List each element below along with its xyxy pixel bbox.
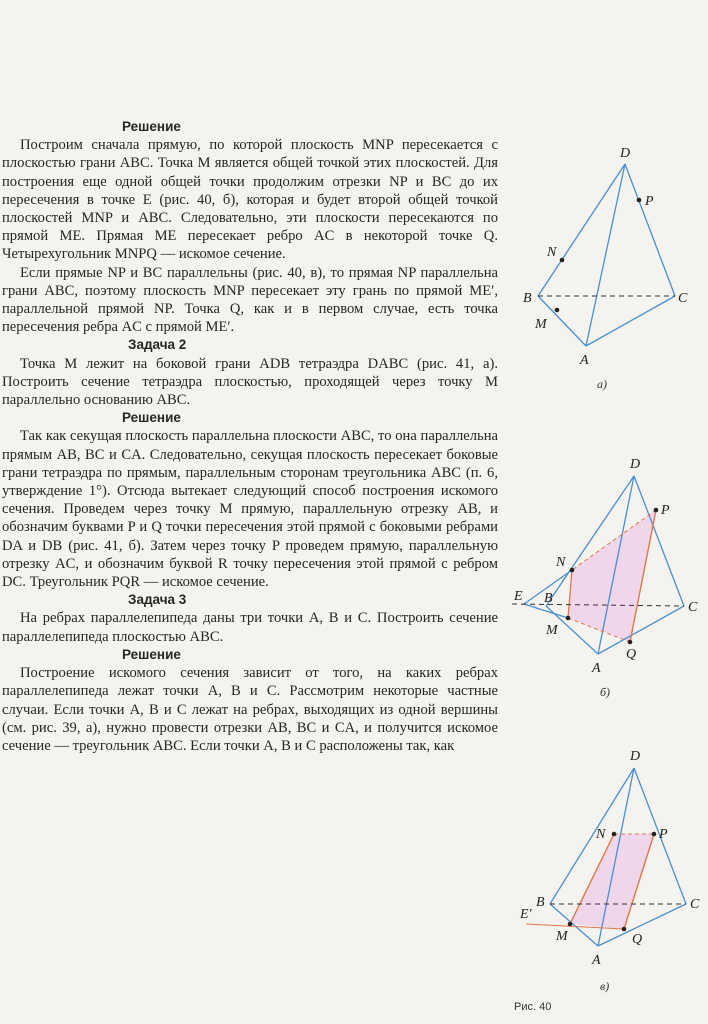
text-column: [2, 118, 498, 755]
solution-heading: Решение: [122, 646, 181, 662]
figure-number: Рис. 40: [514, 1001, 552, 1013]
task-heading: Задача 3: [128, 592, 187, 608]
label-D: D: [630, 749, 641, 764]
point-P: [637, 198, 642, 203]
tetrahedron-diagram-a: [506, 142, 708, 400]
label-Q: Q: [632, 932, 643, 947]
tetrahedron-diagram-c: [506, 746, 708, 1004]
solution-heading: Решение: [122, 119, 181, 134]
caption-a: а): [597, 377, 607, 391]
point-M: [566, 616, 571, 621]
label-A: A: [592, 661, 601, 676]
point-P: [652, 832, 657, 837]
point-N: [612, 832, 617, 837]
paragraph: На ребрах параллелепипеда даны три точки A, B и C. Построить сечение параллелепипеда плоскостью ABC.: [2, 610, 498, 645]
point-P: [654, 508, 659, 513]
point-M: [555, 308, 560, 313]
edge-AC: [586, 296, 675, 346]
label-D: D: [630, 457, 641, 472]
figure-a: [506, 142, 708, 400]
point-N: [560, 258, 565, 263]
section-MNPQ: [570, 834, 654, 929]
label-N: N: [596, 827, 606, 842]
label-B: B: [523, 291, 532, 306]
label-M: M: [556, 929, 568, 944]
point-M: [568, 922, 573, 927]
edge-DB: [538, 164, 625, 296]
label-M: M: [535, 317, 547, 332]
caption-c: в): [600, 979, 610, 993]
label-B: B: [536, 895, 545, 910]
label-C: C: [688, 600, 698, 615]
task-heading: Задача 2: [128, 337, 187, 353]
label-P: P: [661, 503, 670, 518]
label-D: D: [620, 146, 631, 161]
edge-DA: [586, 164, 625, 346]
label-A: A: [580, 353, 589, 368]
label-N: N: [556, 555, 566, 570]
paragraph: Построение искомого сечения зависит от того, на каких ребрах параллелепипеда лежат точки A, B и C. Рассмотрим некоторые частные случаи. Если точки A, B и C лежат на ребрах, выходящих из одной вершины (см. рис. 39, а), нужно провести отрезки AB, BC и CA, и получится искомое сечение — треугольник ABC. Если точки A, B и C расположены так, как: [2, 665, 498, 754]
paragraph: Так как секущая плоскость параллельна плоскости ABC, то она параллельна прямым AB, BC и CA. Следовательно, секущая плоскость пересекает боковые грани тетраэдра по прямым, параллельным сторонам треугольника ABC (п. 6, утверждение 1°). Отсюда вытекает следующий способ построения искомого сечения. Проведем через точку M прямую, параллельную отрезку AB, и обозначим буквами P и Q точки пересечения этой прямой с боковыми ребрами DA и DB (рис. 41, б). Затем через точку P проведем прямую, параллельную отрезку AC, и обозначим буквой R точку пересечения этой прямой с ребром DC. Треугольник PQR — искомое сечение.: [2, 428, 498, 591]
label-M: M: [546, 623, 558, 638]
figure-b: [506, 446, 708, 708]
point-N: [570, 568, 575, 573]
label-E-prime: E′: [520, 907, 532, 922]
label-A: A: [592, 953, 601, 968]
paragraph: Построим сначала прямую, по которой плоскость MNP пересекается с плоскостью грани ABC. Точка M является общей точкой этих плоскостей. Для построения еще одной общей точки продолжим отрезки NP и BC до их пересечения в точке E (рис. 40, б), которая и будет второй общей точкой плоскостей MNP и ABC. Следовательно, эти плоскости пересекаются по прямой ME. Прямая ME пересекает ребро AC в некоторой точке Q. Четырехугольник MNPQ — искомое сечение.: [2, 137, 498, 263]
paragraph: Если прямые NP и BC параллельны (рис. 40, в), то прямая NP параллельна грани ABC, поэтому плоскость MNP пересекает эту грань по прямой ME′, параллельной прямой NP. Точка Q, как и в первом случае, есть точка пересечения ребра AC с прямой ME′.: [2, 264, 498, 336]
point-Q: [622, 927, 627, 932]
caption-b: б): [600, 685, 611, 699]
edge-DC: [625, 164, 675, 296]
paragraph: Точка M лежит на боковой грани ADB тетраэдра DABC (рис. 41, а). Построить сечение тетраэдра плоскостью, проходящей через точку M параллельно основанию ABC.: [2, 355, 498, 409]
point-Q: [628, 640, 633, 645]
label-B: B: [544, 591, 553, 606]
tetrahedron-diagram-b: [506, 446, 708, 708]
label-E: E: [514, 589, 523, 604]
solution-heading: Решение: [122, 410, 181, 426]
label-Q: Q: [626, 647, 637, 662]
figure-c: [506, 746, 708, 1004]
label-P: P: [659, 827, 668, 842]
label-C: C: [690, 897, 700, 912]
label-N: N: [547, 245, 557, 260]
label-P: P: [645, 194, 654, 209]
label-C: C: [678, 291, 688, 306]
